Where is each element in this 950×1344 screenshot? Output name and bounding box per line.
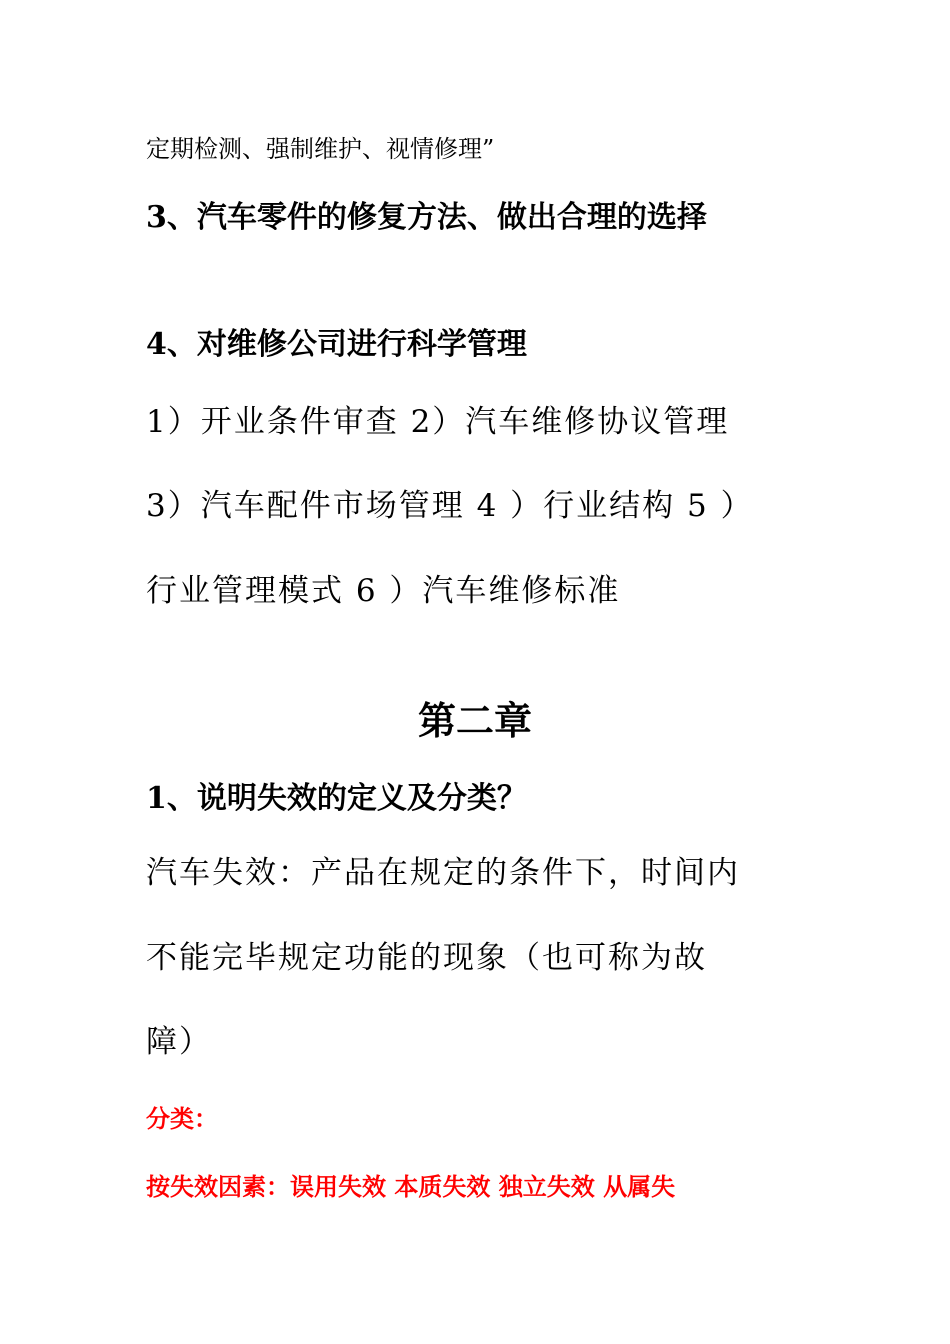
- text-line-failure-definition-1: 汽车失效：产品在规定的条件下，时间内: [146, 855, 740, 891]
- text-line-management-items-1: 1）开业条件审查 2）汽车维修协议管理: [146, 404, 730, 440]
- classification-by-cause: 按失效因素：误用失效 本质失效 独立失效 从属失: [146, 1172, 676, 1201]
- chapter-title: 第二章: [417, 698, 532, 743]
- text-line-management-items-3: 行业管理模式 6 ）汽车维修标准: [146, 573, 621, 609]
- text-line-failure-definition-3: 障）: [146, 1024, 212, 1060]
- classification-label: 分类：: [146, 1104, 218, 1133]
- text-line-maintenance-policy: 定期检测、强制维护、视情修理”: [146, 135, 495, 163]
- heading-repair-methods: 3、汽车零件的修复方法、做出合理的选择: [146, 200, 707, 235]
- text-line-management-items-2: 3）汽车配件市场管理 4 ）行业结构 5 ）: [146, 488, 754, 524]
- heading-scientific-management: 4、对维修公司进行科学管理: [146, 327, 527, 362]
- text-line-failure-definition-2: 不能完毕规定功能的现象（也可称为故: [146, 940, 707, 976]
- question-heading-failure: 1、说明失效的定义及分类？: [146, 781, 527, 816]
